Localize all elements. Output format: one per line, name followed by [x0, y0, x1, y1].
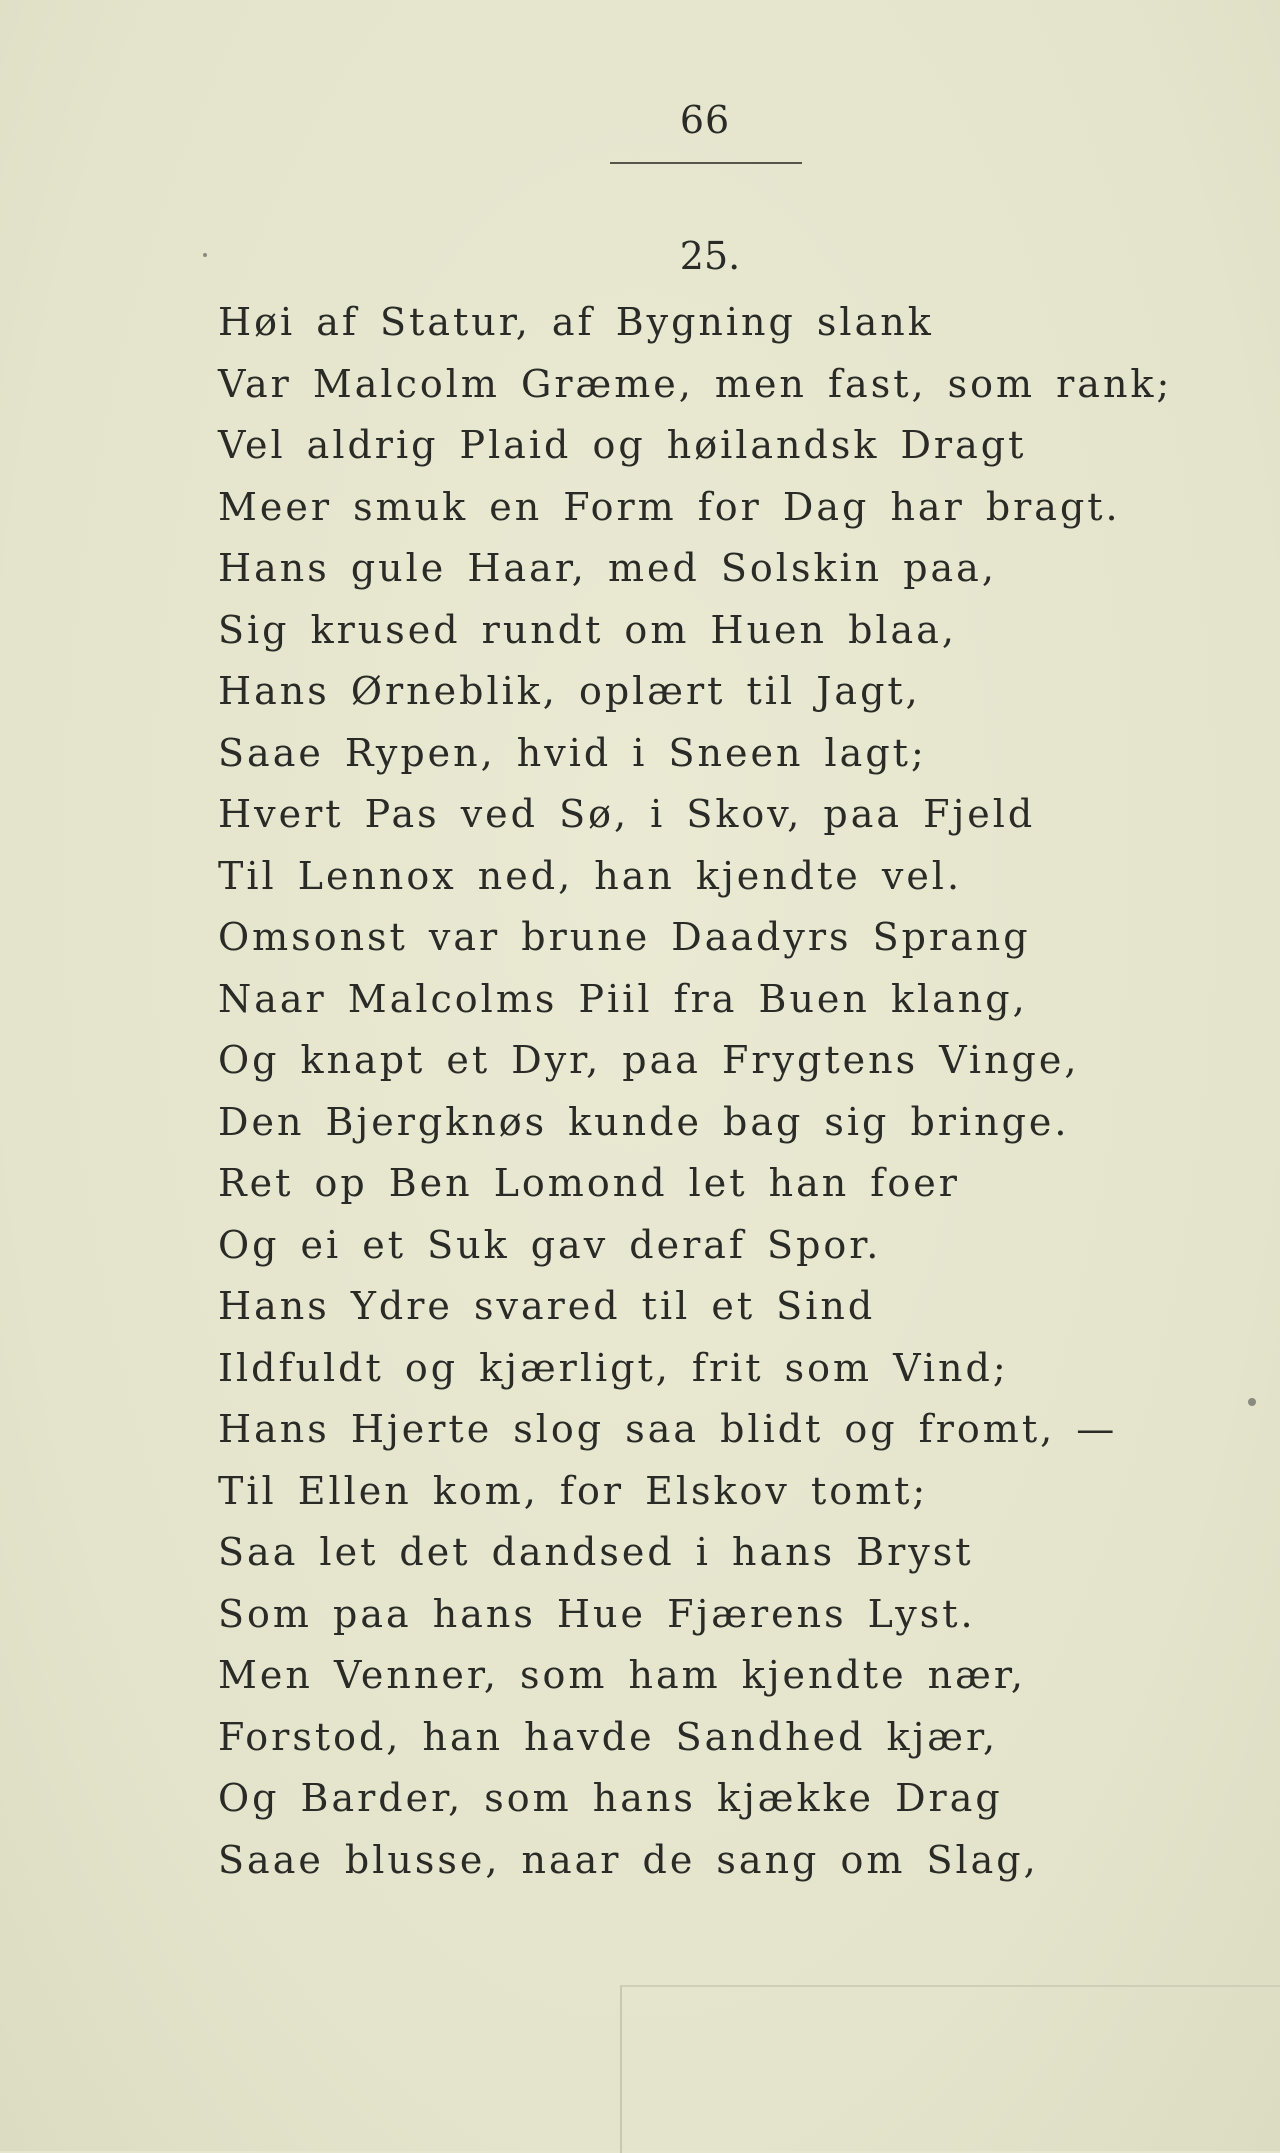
poem-line: Naar Malcolms Piil fra Buen klang,: [218, 976, 1028, 1021]
poem-line: Ret op Ben Lomond let han foer: [218, 1161, 960, 1205]
stanza-number: 25.: [679, 234, 741, 278]
poem-stanza: [218, 292, 1218, 1891]
poem-line: Til Ellen kom, for Elskov tomt;: [218, 1468, 929, 1513]
poem-line: Ildfuldt og kjærligt, frit som Vind;: [218, 1345, 1009, 1390]
poem-line: Og Barder, som hans kjække Drag: [218, 1776, 1003, 1820]
poem-line: Som paa hans Hue Fjærens Lyst.: [218, 1591, 976, 1636]
poem-line: Hans Ydre svared til et Sind: [218, 1284, 876, 1328]
poem-line: Omsonst var brune Daadyrs Sprang: [218, 915, 1031, 959]
poem-line: Og ei et Suk gav deraf Spor.: [218, 1222, 882, 1267]
poem-line: Saae Rypen, hvid i Sneen lagt;: [218, 730, 927, 775]
paper-speck: [1248, 1398, 1256, 1406]
page-number: 66: [679, 98, 731, 142]
poem-line: Til Lennox ned, han kjendte vel.: [218, 853, 963, 898]
poem-line: Sig krused rundt om Huen blaa,: [218, 607, 957, 652]
poem-line: Saa let det dandsed i hans Bryst: [218, 1530, 974, 1574]
poem-line: Hans gule Haar, med Solskin paa,: [218, 546, 997, 590]
poem-line: Var Malcolm Græme, men fast, som rank;: [218, 361, 1173, 406]
poem-line: Hvert Pas ved Sø, i Skov, paa Fjeld: [218, 792, 1036, 836]
poem-line: Meer smuk en Form for Dag har bragt.: [218, 484, 1121, 529]
poem-line: Og knapt et Dyr, paa Frygtens Vinge,: [218, 1038, 1080, 1082]
poem-line: Vel aldrig Plaid og høilandsk Dragt: [218, 423, 1027, 467]
paper-speck: [203, 253, 207, 257]
poem-line: Saae blusse, naar de sang om Slag,: [218, 1837, 1039, 1882]
poem-line: Høi af Statur, af Bygning slank: [218, 300, 934, 344]
poem-line: Men Venner, som ham kjendte nær,: [218, 1653, 1026, 1697]
page-edge-shadow: [620, 1985, 1280, 2153]
header-rule: [610, 162, 802, 164]
poem-line: Forstod, han havde Sandhed kjær,: [218, 1714, 999, 1759]
poem-line: Den Bjergknøs kunde bag sig bringe.: [218, 1099, 1070, 1144]
poem-line: Hans Hjerte slog saa blidt og fromt, —: [218, 1407, 1118, 1451]
poem-line: Hans Ørneblik, oplært til Jagt,: [218, 669, 921, 713]
